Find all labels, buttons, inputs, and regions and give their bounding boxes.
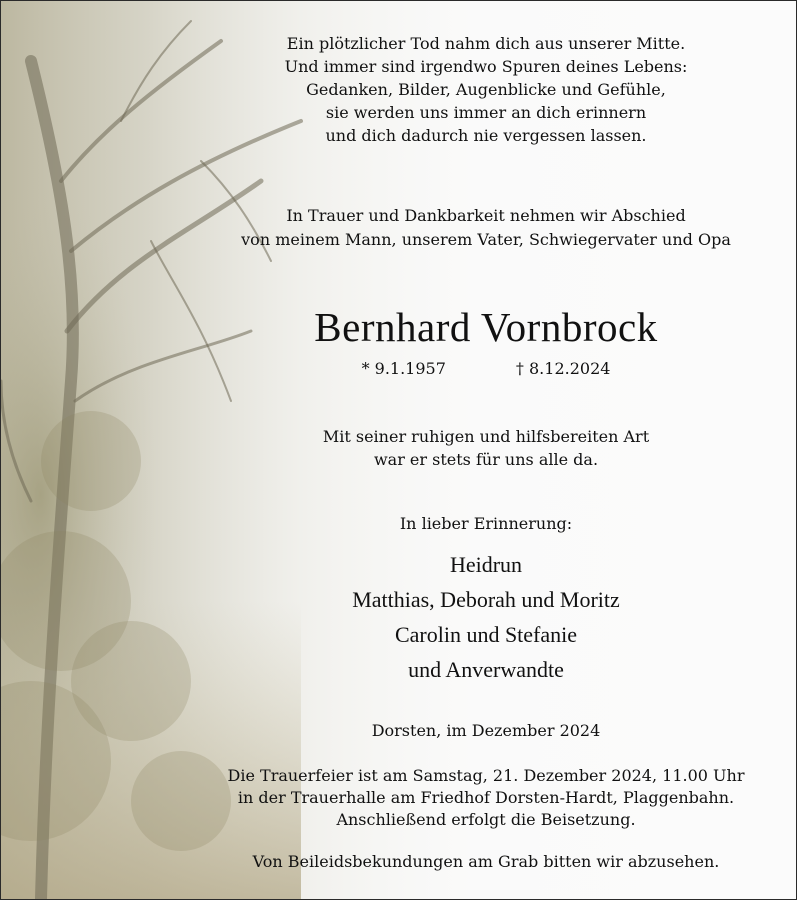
poem-line: sie werden uns immer an dich erinnern [325, 103, 647, 122]
intro-line: von meinem Mann, unserem Vater, Schwiegervater und Opa [241, 230, 731, 249]
mourner: Carolin und Stefanie [394, 622, 578, 647]
mourner: Heidrun [449, 552, 523, 577]
intro-line: In Trauer und Dankbarkeit nehmen wir Abschied [286, 206, 686, 225]
tribute-line: Mit seiner ruhigen und hilfsbereiten Art [322, 427, 650, 446]
poem-line: und dich dadurch nie vergessen lassen. [325, 126, 647, 145]
service-line: Anschließend erfolgt die Beisetzung. [336, 810, 636, 829]
memory-label: In lieber Erinnerung: [399, 514, 573, 533]
service-line: Die Trauerfeier ist am Samstag, 21. Dezember 2024, 11.00 Uhr [227, 766, 745, 785]
death-date: † 8.12.2024 [515, 359, 611, 378]
mourners-list [176, 547, 796, 687]
poem-line: Und immer sind irgendwo Spuren deines Lebens: [284, 57, 688, 76]
life-dates [176, 358, 796, 380]
obituary-text [176, 1, 796, 899]
place-and-date: Dorsten, im Dezember 2024 [371, 721, 601, 740]
poem-line: Gedanken, Bilder, Augenblicke und Gefühle, [306, 80, 666, 99]
mourner: Matthias, Deborah und Moritz [352, 587, 620, 612]
poem [176, 32, 796, 147]
tribute [176, 425, 796, 471]
funeral-service-info [176, 765, 796, 831]
tribute-line: war er stets für uns alle da. [373, 450, 599, 469]
poem-line: Ein plötzlicher Tod nahm dich aus unserer Mitte. [286, 34, 686, 53]
mourner: und Anverwandte [408, 657, 564, 682]
farewell-intro [176, 204, 796, 252]
service-line: in der Trauerhalle am Friedhof Dorsten-Hardt, Plaggenbahn. [237, 788, 735, 807]
deceased-name: Bernhard Vornbrock [314, 304, 658, 350]
birth-date: * 9.1.1957 [361, 359, 446, 378]
closing-note: Von Beileidsbekundungen am Grab bitten wir abzusehen. [252, 852, 720, 871]
